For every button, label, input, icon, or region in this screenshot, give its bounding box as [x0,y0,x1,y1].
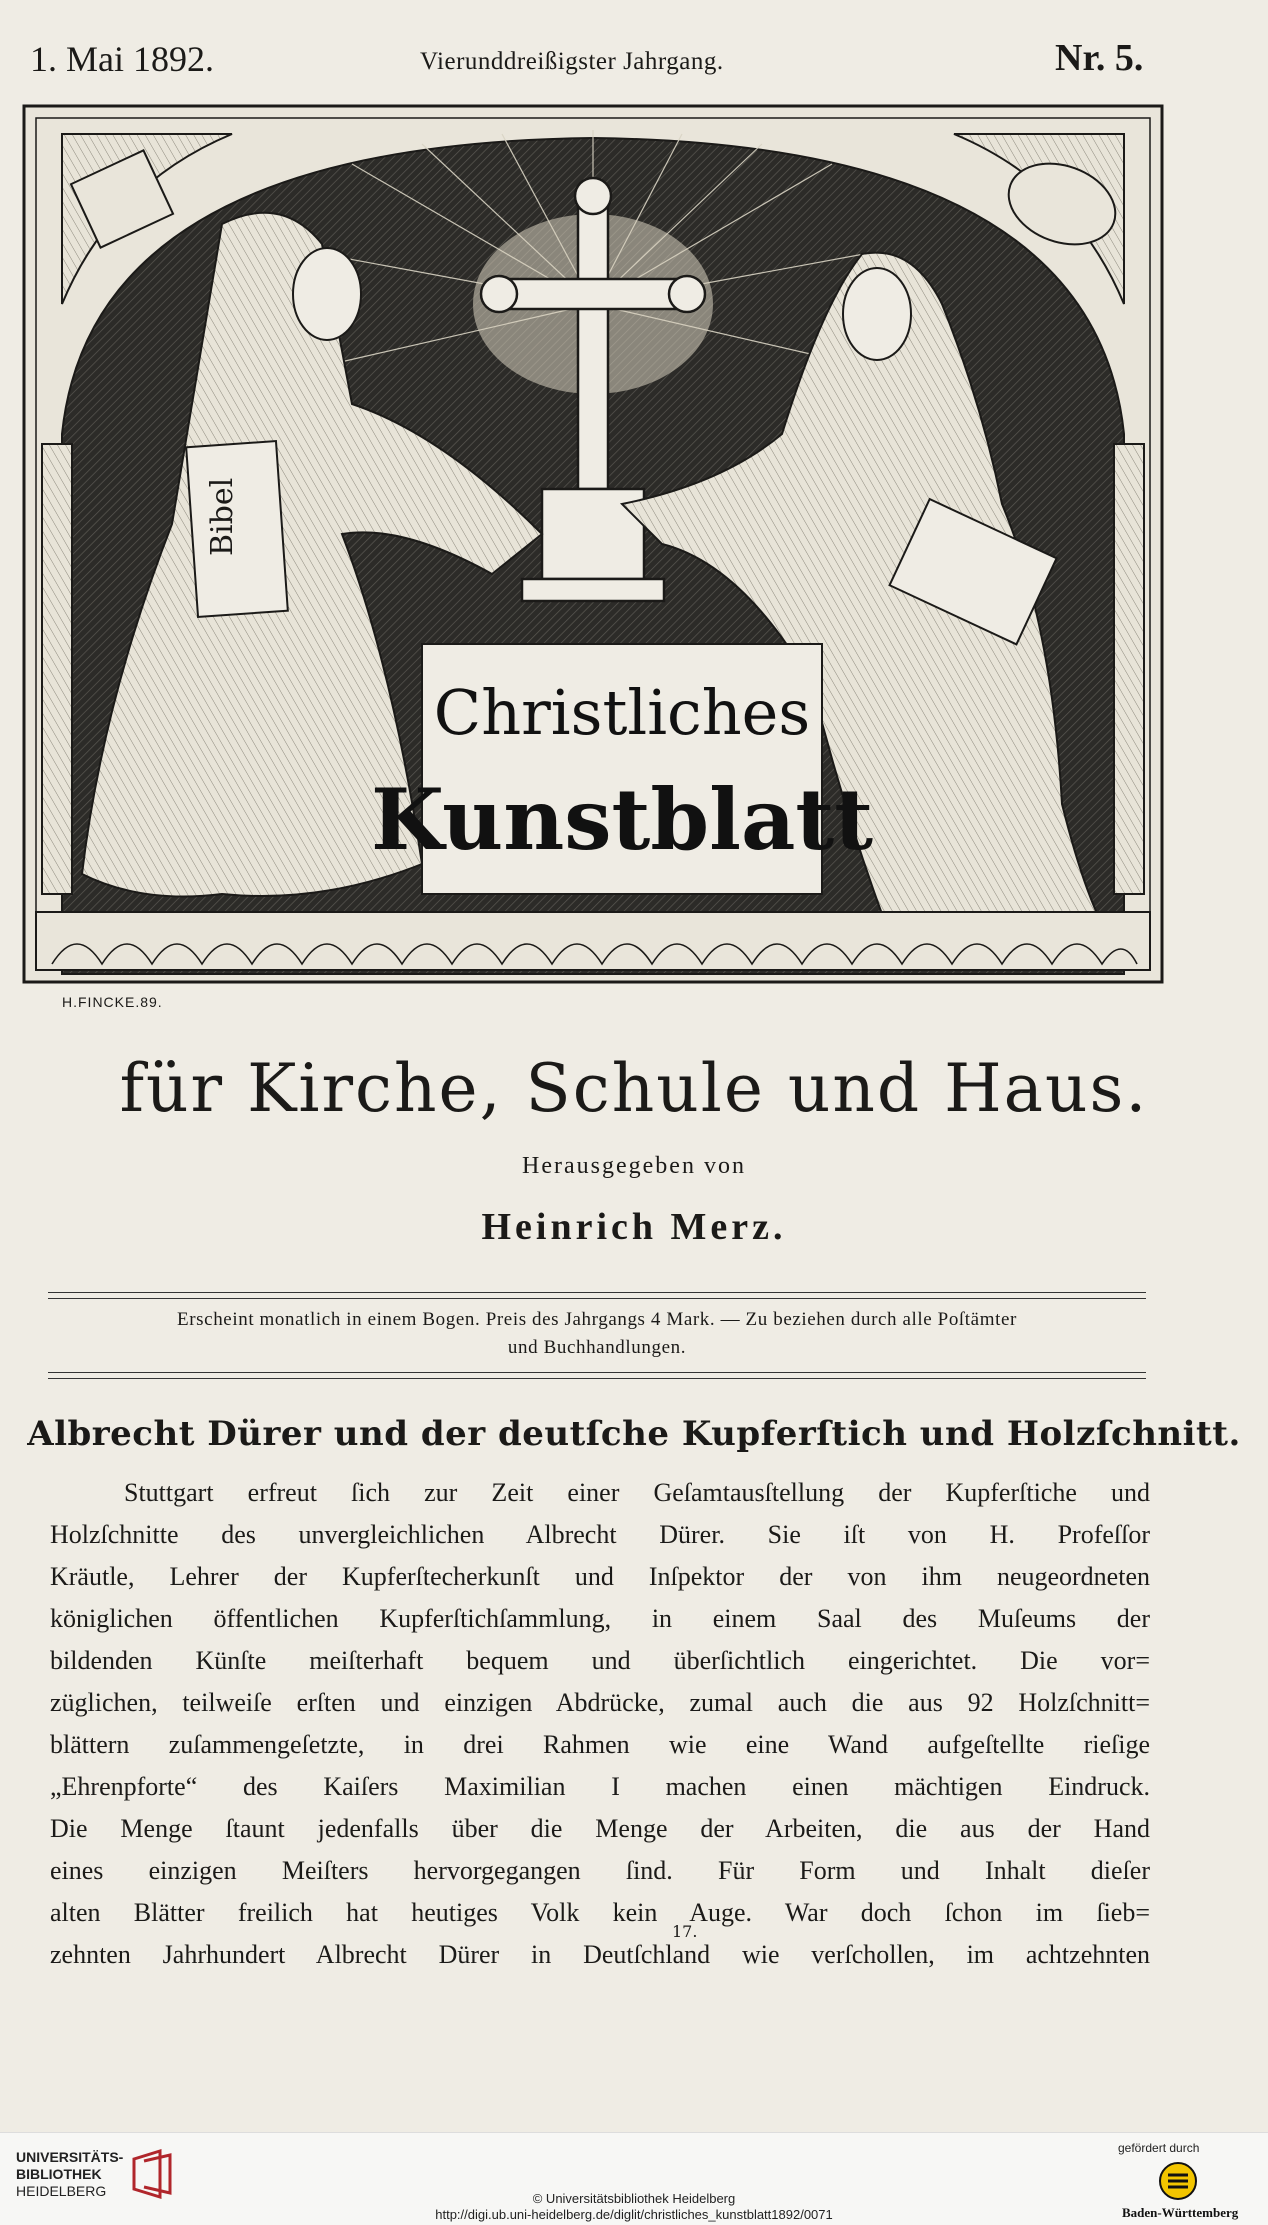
article-line: Holzſchnitte des unvergleichlichen Albrecht Dürer. Sie iſt von H. Profeſſor [50,1520,1150,1549]
rule-top-2 [48,1298,1146,1299]
article-line: Stuttgart erfreut ſich zur Zeit einer Geſamtausſtellung der Kupferſtiche und [124,1478,1150,1507]
article-title: Albrecht Dürer und der deutſche Kupferſtich und Holzſchnitt. [27,1414,1241,1454]
funded-by-label: gefördert durch [1118,2141,1200,2155]
rule-bottom [48,1372,1146,1373]
subscription-info [54,1306,1140,1362]
library-name-line3: HEIDELBERG [16,2183,107,2199]
artist-signature: H.FINCKE.89. [62,994,163,1010]
state-coat-of-arms-icon [1158,2161,1198,2201]
article-line: zehnten Jahrhundert Albrecht Dürer in Deutſchland wie verſchollen, im achtzehnten [50,1940,1150,1969]
article-line: eines einzigen Meiſters hervorgegangen ſind. Für Form und Inhalt dieſer [50,1856,1150,1885]
copyright-notice: © Universitätsbibliothek Heidelberg [532,2191,736,2206]
library-name-line2: BIBLIOTHEK [16,2166,102,2182]
article-line: Kräutle, Lehrer der Kupferſtecherkunſt und Inſpektor der von ihm neugeordneten [50,1562,1150,1591]
article-line: alten Blätter freilich hat heutiges Volk kein Auge. War doch ſchon im ſieb= [50,1898,1150,1927]
issue-number: Nr. 5. [1055,37,1144,79]
journal-subtitle: für Kirche, Schule und Haus. [119,1050,1149,1127]
article-line: züglichen, teilweiſe erſten und einzigen Abdrücke, zumal auch die aus 92 Holzſchnitt= [50,1688,1150,1717]
article-line: bildenden Künſte meiſterhaft bequem und überſichtlich eingerichtet. Die vor= [50,1646,1150,1675]
book-label: Bibel [205,477,240,556]
library-name-line1: UNIVERSITÄTS- [16,2149,124,2165]
rule-top [48,1292,1146,1293]
funder-name[interactable]: Baden-Württemberg [1122,2205,1239,2220]
masthead-title-line2: Kunstblatt [370,770,874,869]
issue-date: 1. Mai 1892. [30,39,214,79]
digitization-footer [0,2132,1268,2225]
masthead-illustration [22,104,1164,984]
editor-label: Herausgegeben von [522,1153,746,1179]
page-number: 17. [672,1922,698,1941]
rule-bottom-2 [48,1378,1146,1379]
article-line: Die Menge ſtaunt jedenfalls über die Menge der Arbeiten, die aus der Hand [50,1814,1150,1843]
article-line: königlichen öffentlichen Kupferſtichſammlung, in einem Saal des Muſeums der [50,1604,1150,1633]
subscription-info-line2: und Buchhandlungen. [507,1337,687,1358]
masthead-title-line1: Christliches [433,676,811,749]
volume-label: Vierunddreißigster Jahrgang. [420,48,724,75]
article-line: „Ehrenpforte“ des Kaiſers Maximilian I machen einen mächtigen Eindruck. [50,1772,1150,1801]
article-line: blättern zuſammengeſetzte, in drei Rahmen wie eine Wand aufgeſtellte rieſige [50,1730,1150,1759]
article-body [50,1472,1150,1976]
permalink[interactable]: http://digi.ub.uni-heidelberg.de/diglit/christliches_kunstblatt1892/0071 [435,2207,833,2222]
subscription-info-line1: Erscheint monatlich in einem Bogen. Preis des Jahrgangs 4 Mark. — Zu beziehen durch alle Poſtämter [177,1309,1017,1330]
editor-name: Heinrich Merz. [481,1206,787,1248]
